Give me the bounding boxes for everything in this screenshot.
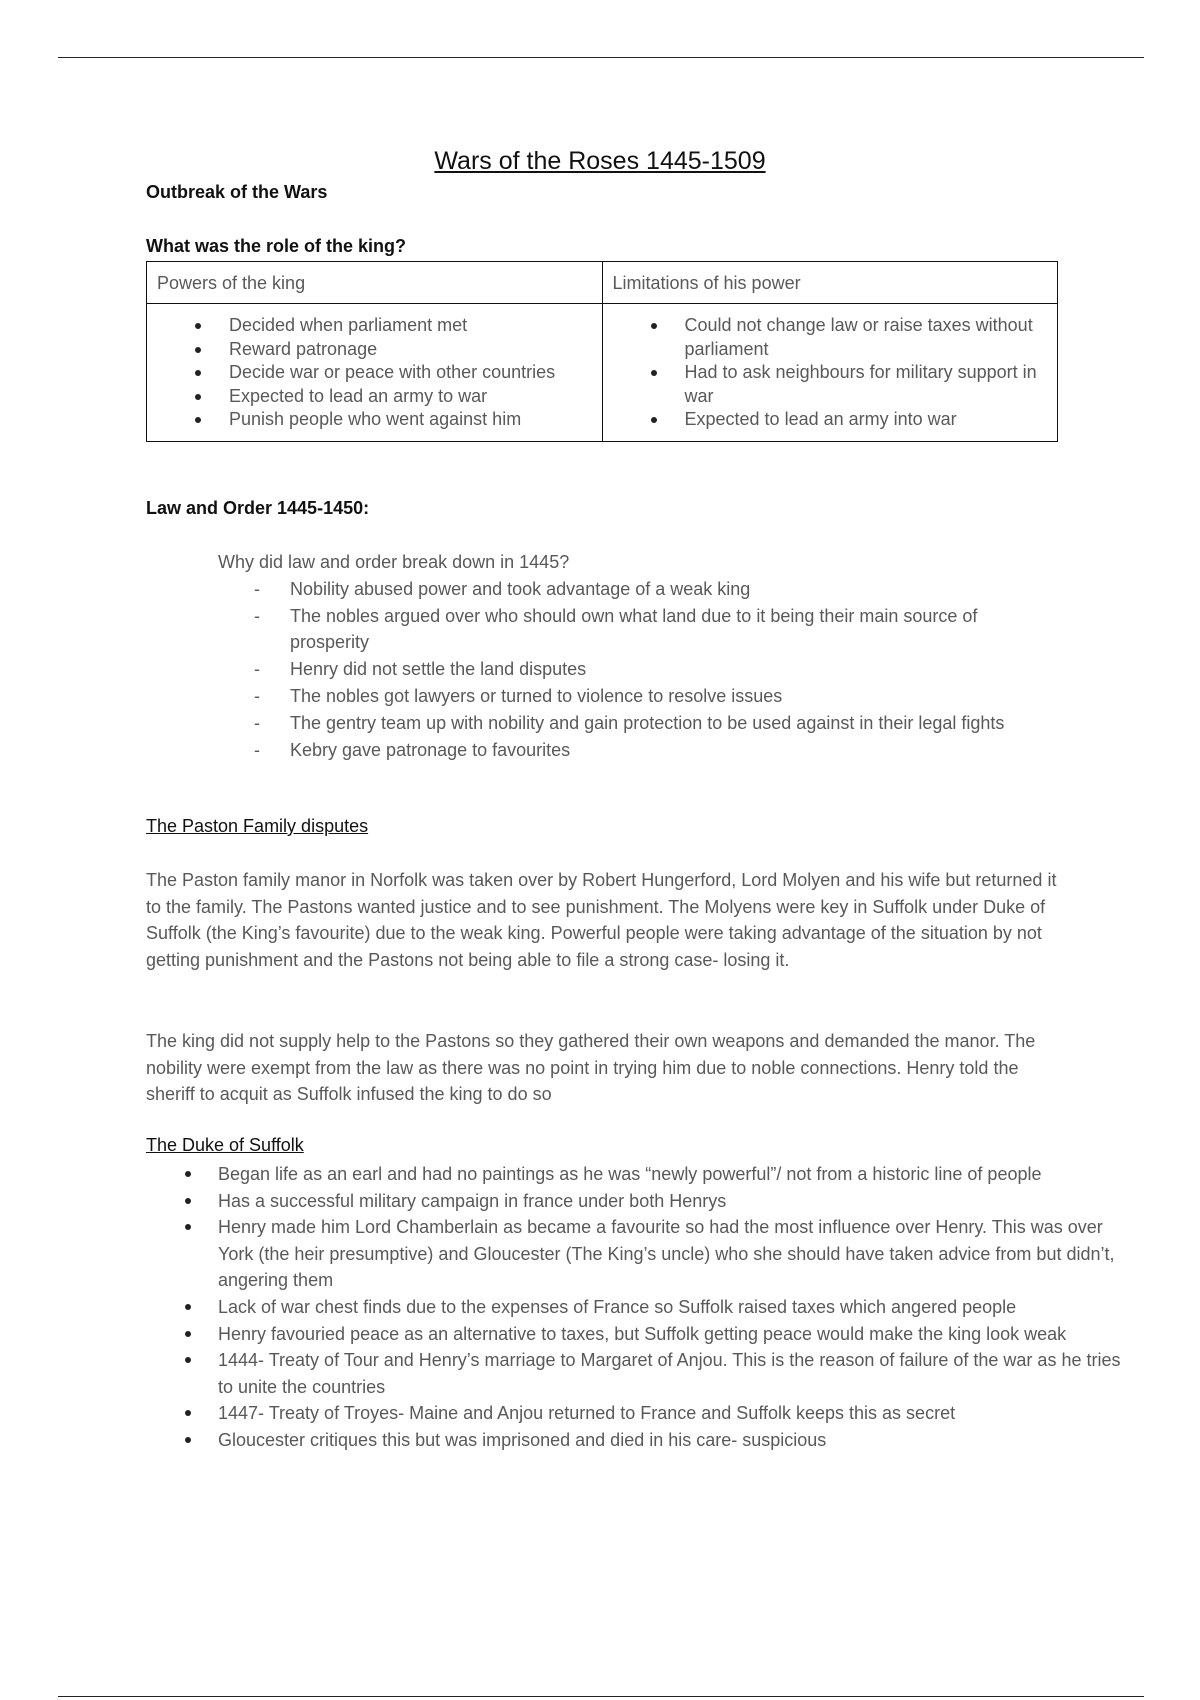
page-title: Wars of the Roses 1445-1509 [434,147,766,175]
bottom-rule [58,1696,1144,1697]
powers-cell [147,304,603,442]
list-item: Could not change law or raise taxes without parliament [685,314,1048,361]
limitations-header: Limitations of his power [602,262,1058,304]
section-heading: Outbreak of the Wars [146,182,328,202]
list-item: Punish people who went against him [229,408,592,432]
law-order-section [218,549,1058,763]
paston-heading: The Paston Family disputes [146,816,369,836]
list-item: Had to ask neighbours for military support in war [685,361,1048,408]
list-item: Began life as an earl and had no paintings as he was “newly powerful”/ not from a historic line of people [218,1161,1138,1188]
role-question: What was the role of the king? [146,236,407,256]
law-order-question: Why did law and order break down in 1445? [218,552,570,572]
role-table [146,261,1058,442]
list-item: 1444- Treaty of Tour and Henry’s marriage to Margaret of Anjou. This is the reason of failure of the war as he tries to unite the countries [218,1347,1138,1400]
list-item: 1447- Treaty of Troyes- Maine and Anjou returned to France and Suffolk keeps this as secret [218,1400,1138,1427]
top-rule [58,57,1144,58]
powers-header: Powers of the king [147,262,603,304]
list-item: - The nobles got lawyers or turned to violence to resolve issues [290,683,1058,710]
paston-paragraph-2: The king did not supply help to the Pastons so they gathered their own weapons and demanded the manor. The nobility were exempt from the law as there was no point in trying him due to noble connections. Henry told the sheriff to acquit as Suffolk infused the king to do so [146,1031,1036,1105]
list-item: Has a successful military campaign in france under both Henrys [218,1188,1138,1215]
law-order-list [218,576,1058,764]
list-item: Reward patronage [229,338,592,362]
list-item: Gloucester critiques this but was imprisoned and died in his care- suspicious [218,1427,1138,1454]
list-item: - Henry did not settle the land disputes [290,656,1058,683]
paston-paragraph-1: The Paston family manor in Norfolk was taken over by Robert Hungerford, Lord Molyen and his wife but returned it to the family. The Pastons wanted justice and to see punishment. The Molyens were key in Suffolk under Duke of Suffolk (the King’s favourite) due to the weak king. Powerful people were taking advantage of the situation by not getting punishment and the Pastons not being able to file a strong case- losing it. [146,870,1057,970]
list-item: - Nobility abused power and took advantage of a weak king [290,576,1058,603]
list-item: Decide war or peace with other countries [229,361,592,385]
limitations-cell [602,304,1058,442]
list-item: Expected to lead an army into war [685,408,1048,432]
limitations-list [613,314,1048,432]
list-item: - The gentry team up with nobility and gain protection to be used against in their legal fights [290,710,1058,737]
suffolk-list [146,1161,1138,1454]
list-item: - The nobles argued over who should own what land due to it being their main source of prosperity [290,603,1058,657]
law-order-heading: Law and Order 1445-1450: [146,498,370,518]
list-item: Decided when parliament met [229,314,592,338]
list-item: Lack of war chest finds due to the expenses of France so Suffolk raised taxes which angered people [218,1294,1138,1321]
list-item: - Kebry gave patronage to favourites [290,737,1058,764]
list-item: Henry made him Lord Chamberlain as became a favourite so had the most influence over Henry. This was over York (the heir presumptive) and Gloucester (The King’s uncle) who she should have taken advice from but didn’t, angering them [218,1214,1138,1294]
list-item: Henry favouried peace as an alternative to taxes, but Suffolk getting peace would make the king look weak [218,1321,1138,1348]
list-item: Expected to lead an army to war [229,385,592,409]
powers-list [157,314,592,432]
suffolk-heading: The Duke of Suffolk [146,1135,304,1155]
